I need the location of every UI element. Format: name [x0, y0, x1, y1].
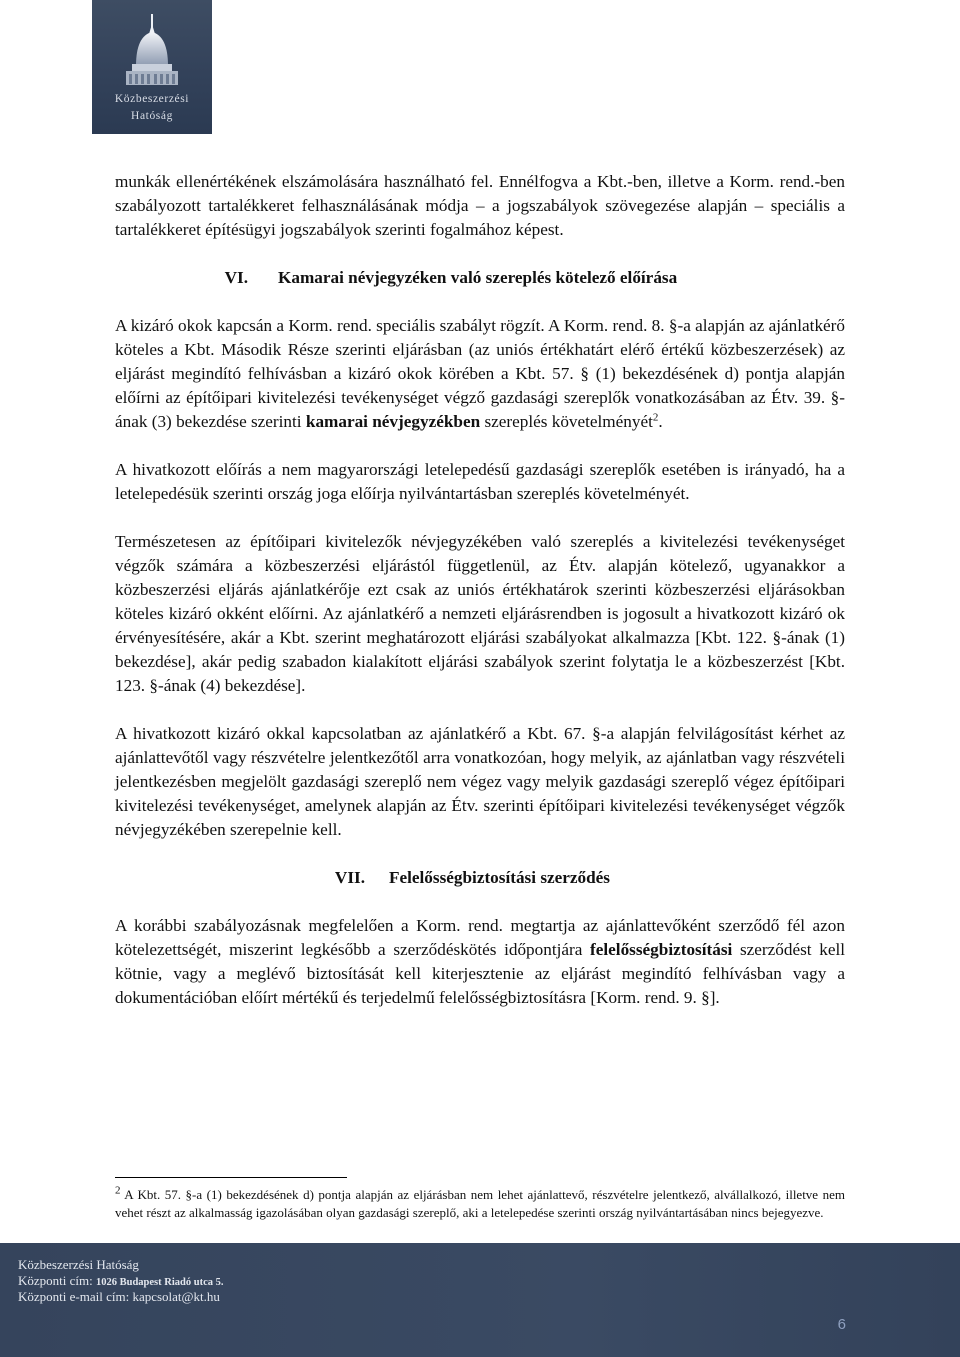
footnote [115, 1186, 845, 1221]
section-title: Felelősségbiztosítási szerződés [389, 868, 610, 887]
text-run: . [658, 412, 663, 431]
footnote-text: A Kbt. 57. §-a (1) bekezdésének d) pontja alapján az eljárásban nem lehet ajánlattevő, részvételre jelentkező, alvállalkozó, illetve nem vehet részt az alkalmasság igazolásában olyan gazdasági szereplő, aki a letelepedése szerinti ország nyilvántartásában nincs bejegyezve. [115, 1187, 845, 1220]
email-label: Központi e-mail cím: [18, 1289, 133, 1304]
logo-text-line1: Közbeszerzési [114, 93, 190, 105]
text-run: szerződést kell kötnie, vagy a meglévő biztosítását kell kiterjesztenie az eljárást megindító felhívásban vagy a dokumentációban előírt mértékű és terjedelmű felelősségbiztosításra [Korm. rend. 9. §]. [115, 940, 845, 1007]
paragraph-foreign: A hivatkozott előírás a nem magyarországi letelepedésű gazdasági szereplők esetében is irányadó, ha a letelepedésük szerinti ország joga előírja nyilvántartásban szereplés követelményét. [115, 460, 845, 503]
footer-address [18, 1273, 223, 1289]
address-label: Központi cím: [18, 1273, 96, 1288]
text-run: A korábbi szabályozásnak megfelelően a Korm. rend. megtartja az ajánlattevőként szerződő fél azon kötelezettségét, miszerint legkésőbb a szerződéskötés időpontjára [115, 916, 845, 959]
email-link[interactable]: kapcsolat@kt.hu [132, 1289, 220, 1304]
footer-email [18, 1289, 220, 1305]
bold-run: felelősségbiztosítási [590, 940, 733, 959]
footnote-mark: 2 [115, 1184, 121, 1197]
section-title: Kamarai névjegyzéken való szereplés kötelező előírása [278, 268, 678, 287]
section-number: VI. [224, 268, 248, 287]
page-number: 6 [837, 1316, 846, 1333]
section-heading-vi [115, 266, 845, 290]
logo-text-line2: Hatóság [131, 110, 173, 122]
footnote-reference: 2 [652, 411, 659, 424]
section-number: VII. [334, 868, 365, 887]
paragraph-registry: Természetesen az építőipari kivitelezők névjegyzékében való szereplés a kivitelezési tevékenységet végzők számára a közbeszerzési eljárástól függetlenül, az Étv. alapján kötelező, ugyanakkor a közbeszerzési eljárás ajánlatkérője ezt csak az uniós értékhatárok szerinti közbeszerzési eljárásokban köteles kizáró okként előírni. Az ajánlatkérő a nemzeti eljárásrendben is jogosult a hivatkozott kizáró ok érvényesítésére, akár a Kbt. szerint meghatározott eljárási szabályokat alkalmazza [Kbt. 122. §-ának (1) bekezdése], akár pedig szabadon kialakított eljárási szabályok szerint folytatja le a közbeszerzést [Kbt. 123. §-ának (4) bekezdése]. [115, 532, 845, 695]
paragraph-insurance [115, 914, 845, 1010]
text-run: A kizáró okok kapcsán a Korm. rend. speciális szabályt rögzít. A Korm. rend. 8. §-a alapján az ajánlatkérő köteles a Kbt. Második Része szerinti eljárásban (az uniós értékhatárt elérő értékű közbeszerzések) az eljárást megindító felhívásban a kizáró okok körében a Kbt. 57. § (1) bekezdésének d) pontja alapján előírni az építőipari kivitelezési tevékenységet végző gazdasági szereplők vonatkozásában az Étv. 39. §-ának (3) bekezdése szerinti [115, 316, 845, 431]
footer-organization: Közbeszerzési Hatóság [18, 1257, 139, 1272]
section-heading-vii [115, 866, 845, 890]
paragraph-clarification: A hivatkozott kizáró okkal kapcsolatban az ajánlatkérő a Kbt. 67. §-a alapján felvilágosítást kérhet az ajánlattevőtől vagy részvételre jelentkezőtől arra vonatkozóan, hogy melyik, az ajánlatban vagy részvételi jelentkezésben megjelölt gazdasági szereplő nem végez vagy melyik gazdasági szereplő végez építőipari kivitelezési tevékenységet, amelynek alapján az Étv. szerinti építőipari kivitelezési tevékenységet végzők névjegyzékében szerepelnie kell. [115, 724, 845, 839]
paragraph-exclusion [115, 314, 845, 434]
paragraph-intro: munkák ellenértékének elszámolására használható fel. Ennélfogva a Kbt.-ben, illetve a Korm. rend.-ben szabályozott tartalékkeret felhasználásának módja – a jogszabályok szövegezése alapján – speciális a tartalékkeret építésügyi jogszabályok szerinti fogalmához képest. [115, 172, 845, 239]
text-run: szereplés követelményét [480, 412, 653, 431]
document-body [115, 170, 845, 1034]
footnote-divider [115, 1177, 347, 1178]
page-footer [0, 1243, 960, 1357]
bold-run: kamarai névjegyzékben [305, 412, 481, 431]
authority-logo [92, 0, 212, 134]
address-value: 1026 Budapest Riadó utca 5. [96, 1277, 224, 1288]
